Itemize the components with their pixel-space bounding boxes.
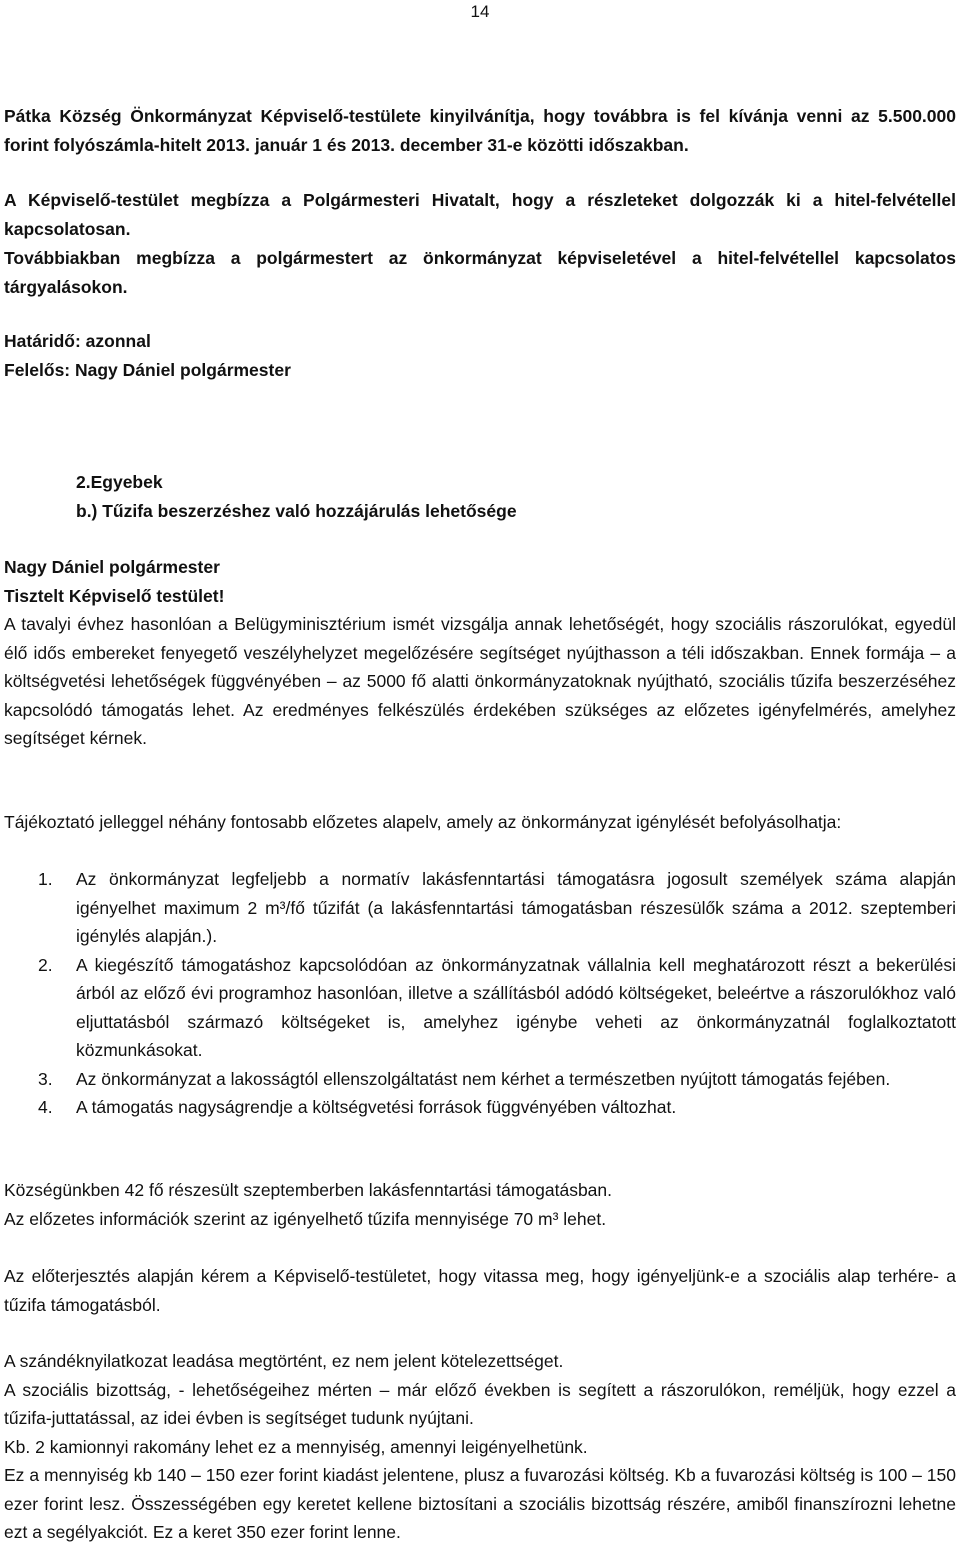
- list-item-number: 1.: [38, 869, 53, 889]
- closing-line-4: Ez a mennyiség kb 140 – 150 ezer forint kiadást jelentene, plusz a fuvarozási költség. Kb a fuvarozási költség is 100 – 150 ezer forint lesz. Összességében egy keretet kellene biztosítani a szociális bizottság részére, amiből finanszírozni lehetne ezt a segélyakciót. Ez a keret 350 ezer forint lenne.: [4, 1465, 956, 1542]
- proposal-paragraph: Az előterjesztés alapján kérem a Képviselő-testületet, hogy vitassa meg, hogy igényeljünk-e a szociális alap terhére- a tűzifa támogatásból.: [4, 1266, 956, 1315]
- list-item-number: 2.: [38, 954, 53, 975]
- closing-block: [4, 1347, 956, 1547]
- responsible-person: Felelős: Nagy Dániel polgármester: [4, 360, 291, 380]
- firewood-amount-line: Az előzetes információk szerint az igényelhető tűzifa mennyisége 70 m³ lehet.: [4, 1209, 607, 1229]
- info-intro-paragraph: Tájékoztató jelleggel néhány fontosabb előzetes alapelv, amely az önkormányzat igénylését befolyásolhatja:: [4, 812, 842, 832]
- list-item: [4, 865, 956, 951]
- speaker-name: Nagy Dániel polgármester: [4, 557, 220, 577]
- resolution-paragraph-2: A Képviselő-testület megbízza a Polgármesteri Hivatalt, hogy a részleteket dolgozzák ki a hitel-felvétellel kapcsolatosan.: [4, 190, 956, 239]
- list-item-text: Az önkormányzat legfeljebb a normatív lakásfenntartási támogatásra jogosult személyek száma alapján igényelhet maximum 2 m³/fő tűzifát (a lakásfenntartási támogatásban részesülők száma a 2012. szeptemberi igénylés alapján.).: [76, 869, 956, 946]
- agenda-item-heading: 2.Egyebek: [76, 472, 163, 492]
- closing-line-1: A szándéknyilatkozat leadása megtörtént, ez nem jelent kötelezettséget.: [4, 1351, 564, 1371]
- agenda-subitem-heading: b.) Tűzifa beszerzéshez való hozzájárulás lehetősége: [76, 501, 517, 521]
- list-item-number: 4.: [38, 1097, 53, 1117]
- beneficiaries-count-line: Községünkben 42 fő részesült szeptemberben lakásfenntartási támogatásban.: [4, 1180, 613, 1200]
- closing-line-3: Kb. 2 kamionnyi rakomány lehet ez a mennyiség, amennyi leigényelhetünk.: [4, 1436, 588, 1457]
- principles-list: [4, 865, 956, 1122]
- list-item-text: A kiegészítő támogatáshoz kapcsolódóan az önkormányzatnak vállalnia kell meghatározott részt a bekerülési árból az előző évi programhoz hasonlóan, illetve a szállításból adódó költségeket, beleértve a rászorulókhoz való eljuttatásból származó költségeket is, amelyhez igénybe veheti az önkormányzatnál foglalkoztatott közmunkásokat.: [76, 954, 956, 1060]
- list-item-text: A támogatás nagyságrendje a költségvetési források függvényében változhat.: [76, 1097, 677, 1117]
- intro-paragraph: A tavalyi évhez hasonlóan a Belügyminisztérium ismét vizsgálja annak lehetőségét, hogy szociális rászorulókat, egyedül élő idős embereket fenyegető veszélyhelyzet megelőzésére segítséget nyújthasson a téli időszakban. Ennek formája – a költségvetési lehetőségek függvényében – az 5000 fő alatti önkormányzatoknak nyújtható, szociális tűzifa beszerzéséhez kapcsolódó támogatás lehet. Az eredményes felkészülés érdekében szükséges az előzetes igényfelmérés, amelyhez segítséget kérnek.: [4, 614, 956, 748]
- list-item: [4, 1093, 956, 1122]
- deadline: Határidő: azonnal: [4, 331, 151, 351]
- list-item: [4, 1065, 956, 1094]
- list-item-number: 3.: [38, 1068, 53, 1089]
- resolution-paragraph-1: Pátka Község Önkormányzat Képviselő-testülete kinyilvánítja, hogy továbbra is fel kívánja venni az 5.500.000 forint folyószámla-hitelt 2013. január 1 és 2013. december 31-e közötti időszakban.: [4, 106, 956, 155]
- resolution-paragraph-3: Továbbiakban megbízza a polgármestert az önkormányzat képviseletével a hitel-felvétellel kapcsolatos tárgyalásokon.: [4, 248, 956, 297]
- salutation: Tisztelt Képviselő testület!: [4, 586, 225, 606]
- closing-line-2: A szociális bizottság, - lehetőségeihez mérten – már előző években is segített a rászorulókon, reméljük, hogy ezzel a tűzifa-juttatással, az idei évben is segítséget tudunk nyújtani.: [4, 1379, 956, 1428]
- list-item-text: Az önkormányzat a lakosságtól ellenszolgáltatást nem kérhet a természetben nyújtott támogatás fejében.: [76, 1068, 891, 1089]
- list-item: [4, 951, 956, 1065]
- page-number: 14: [470, 2, 490, 21]
